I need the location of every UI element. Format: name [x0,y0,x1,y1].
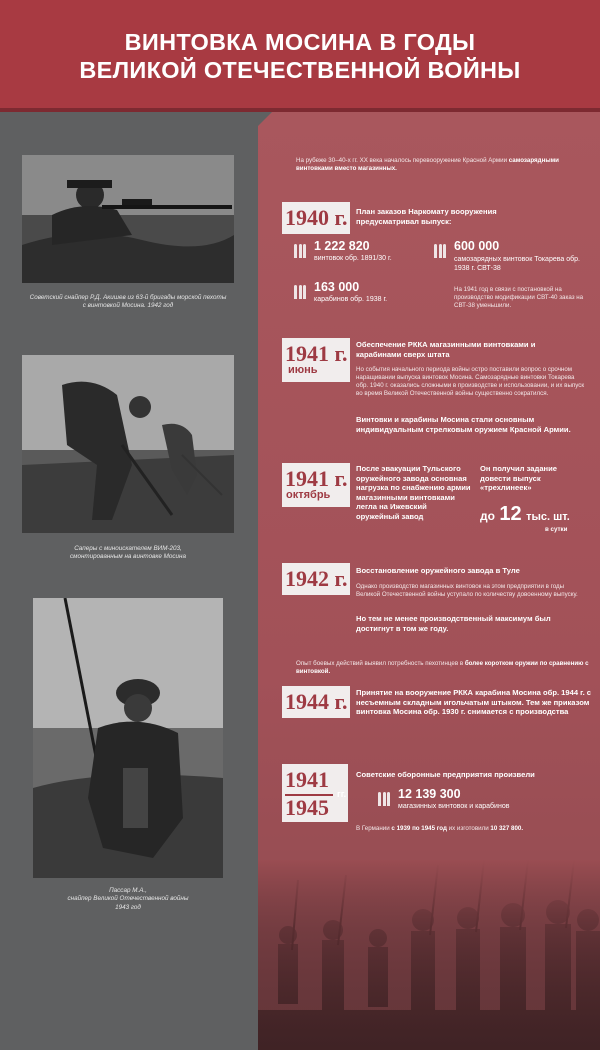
total-production-title: Советские оборонные предприятия произвели [356,770,535,779]
total-production-count: 12 139 300 [398,787,461,801]
marching-soldiers-image [258,860,600,1050]
years-suffix: гг. [337,789,347,799]
year-badge-1942: 1942 г. [282,563,350,595]
count-carbines-1938: 163 000 [314,280,360,294]
year-badge-1941-1945: 1941 1945 [282,764,348,822]
carbine-1944-text: Принятие на вооружение РККА карабина Мосина обр. 1944 г. с несъемным складным игольчатым штыком. Тем же приказом винтовка Мосина обр. 1930 г. снимается с производства [356,688,592,716]
bullets-icon [294,244,306,258]
experience-text: Опыт боевых действий выявил потребность пехотинцев в более коротком оружии по сравнению с винтовкой. [296,660,589,675]
tula-1942-text: Однако производство магазинных винтовок на этом предприятии в годы Великой Отечественной войны уступало по количеству довоенному выпуску. [356,583,578,598]
october-1941-task: Он получил задание довести выпуск «трехлинеек» [480,464,558,492]
plan-1940-title: План заказов Наркомату вооружения предусматривал выпуск: [356,207,497,226]
count-svt-38: 600 000 [454,239,500,253]
june-1941-bold: Винтовки и карабины Мосина стали основным индивидуальным стрелковым оружием Красной Армии. [356,415,571,434]
daily-output-per: в сутки [545,526,568,533]
total-production-label: магазинных винтовок и карабинов [398,803,510,810]
photo-sappers [22,355,234,533]
daily-output: до 12 тыс. шт. [480,503,570,525]
october-1941-text: После эвакуации Тульского оружейного завода основная нагрузка по снабжению армии магазинными винтовками легла на Ижевский оружейный завод [356,464,471,521]
year-badge-1941-october: 1941 г. октябрь [282,463,350,507]
label-rifles-1891: винтовок обр. 1891/30 г. [314,255,392,262]
photo-sniper-passar [33,598,223,878]
count-rifles-1891: 1 222 820 [314,239,370,253]
june-1941-title: Обеспечение РККА магазинными винтовками и карабинами сверх штата [356,340,536,359]
photo-sniper-akishev [22,155,234,283]
divider-notch [258,112,272,126]
bullets-icon [378,792,390,806]
note-svt-40: На 1941 год в связи с постановкой на производство модификации СВТ-40 заказ на СВТ-38 уменьшили. [454,286,584,309]
header [0,0,600,112]
label-carbines-1938: карабинов обр. 1938 г. [314,296,388,303]
year-badge-1941-june: 1941 г. июнь [282,338,350,382]
year-badge-1940: 1940 г. [282,202,350,234]
bullets-icon [434,244,446,258]
bullets-icon [294,285,306,299]
tula-1942-title: Восстановление оружейного завода в Туле [356,566,520,575]
tula-1942-bold: Но тем не менее производственный максимум был достигнут в том же году. [356,614,551,633]
germany-production: В Германии с 1939 по 1945 год их изготовили 10 327 800. [356,825,524,832]
june-1941-text: Но события начального периода войны остро поставили вопрос о срочном наращивании выпуска винтовок Мосина. Самозарядные винтовки Токарева обр. 1940 г. оказались сложными в производстве и использовании, и их выпуск во время Великой Отечественной войны существенно сократился. [356,366,585,397]
page-title: ВИНТОВКА МОСИНА В ГОДЫ ВЕЛИКОЙ ОТЕЧЕСТВЕННОЙ ВОЙНЫ [79,29,521,83]
photo-caption-1: Советский снайпер Р.Д. Акишев из 63-й бригады морской пехоты с винтовкой Мосина. 1942 год [29,294,227,310]
year-badge-1944: 1944 г. [282,686,350,718]
photo-caption-2: Саперы с миноискателем ВИМ-203, смонтированным на винтовке Мосина [70,545,186,561]
intro-text: На рубеже 30–40-х гг. XX века началось перевооружение Красной Армии самозарядными винтовками вместо магазинных. [296,157,559,172]
photo-caption-3: Пассар М.А., снайпер Великой Отечественной войны 1943 год [67,887,189,911]
label-svt-38: самозарядных винтовок Токарева обр. 1938 г. СВТ-38 [454,256,580,272]
